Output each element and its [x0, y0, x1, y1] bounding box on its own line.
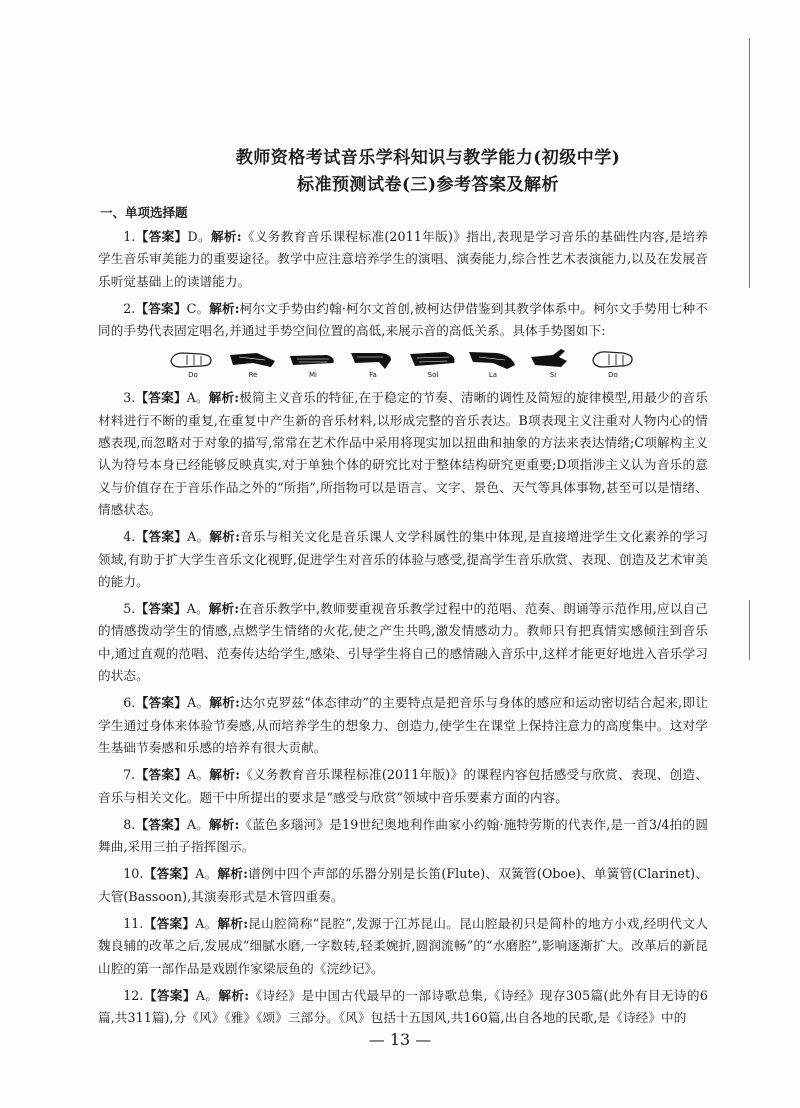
hand-sign	[345, 347, 401, 383]
hand-sign-label: Mi	[309, 371, 317, 380]
answer-item: 12.【答案】A。解析:《诗经》是中国古代最早的一部诗歌总集,《诗经》现存305篇(此外有目无诗的6篇,共311篇),分《风》《雅》《颂》三部分。《风》包括十五国风,共160篇,出自各地的民歌,是《诗经》中的	[98, 987, 709, 1026]
hand-sign	[285, 347, 341, 383]
fist-icon	[587, 347, 639, 371]
curwen-hand-signs-figure	[98, 347, 708, 383]
section-heading: 一、单项选择题	[100, 205, 188, 220]
hand-sign-label: Si	[549, 371, 557, 380]
answer-item: 2.【答案】C。解析:柯尔文手势由约翰·柯尔文首创,被柯达伊借鉴到其教学体系中。柯尔文手势用七种不同的手势代表固定唱名,并通过手势空间位置的高低,来展示音的高低关系。具体手势图如下:	[98, 300, 708, 339]
document-page	[98, 146, 708, 1035]
answer-item: 1.【答案】D。解析:《义务教育音乐课程标准(2011年版)》指出,表现是学习音乐的基础性内容,是培养学生音乐审美能力的重要途径。教学中应注意培养学生的演唱、演奏能力,综合性艺术表演能力,以及在发展音乐听觉基础上的读谱能力。	[98, 229, 708, 289]
hand-drooping-icon	[467, 347, 519, 371]
hand-pointing-icon	[527, 347, 579, 371]
answer-item: 3.【答案】A。解析:极简主义音乐的特征,在于稳定的节奏、清晰的调性及简短的旋律模型,用最少的音乐材料进行不断的重复,在重复中产生新的音乐材料,以形成完整的音乐表达。B项表现主义注重对人物内心的情感表现,而忽略对于对象的描写,常常在艺术作品中采用将现实加以扭曲和抽象的方法来表达情绪;C项解构主义认为符号本身已经能够反映真实,对于单独个体的研究比对于整体结构研究更重要;D项指涉主义认为音乐的意义与价值存在于音乐作品之外的“所指”,所指物可以是语言、文字、景色、天气等具体事物,甚至可以是情绪、情感状态。	[98, 390, 709, 517]
thumb-down-icon	[347, 347, 399, 371]
hand-sign	[165, 347, 221, 383]
hand-sign-label: Do	[608, 371, 618, 380]
answer-item: 11.【答案】A。解析:昆山腔简称“昆腔”,发源于江苏昆山。昆山腔最初只是简朴的地方小戏,经明代文人魏良辅的改革之后,发展成“细腻水磨,一字数转,轻柔婉折,圆润流畅”的“水磨腔”,影响逐渐扩大。改革后的新昆山腔的第一部作品是戏剧作家梁辰鱼的《浣纱记》。	[98, 916, 709, 976]
hand-flat-icon	[407, 347, 459, 371]
hand-sign-label: Fa	[369, 371, 377, 380]
hand-angled-icon	[227, 347, 279, 371]
answer-item: 7.【答案】A。解析:《义务教育音乐课程标准(2011年版)》的课程内容包括感受与欣赏、表现、创造、音乐与相关文化。题干中所提出的要求是“感受与欣赏”领域中音乐要素方面的内容。	[98, 767, 709, 805]
answer-item: 5.【答案】A。解析:在音乐教学中,教师要重视音乐教学过程中的范唱、范奏、朗诵等示范作用,应以自己的情感拨动学生的情感,点燃学生情绪的火花,使之产生共鸣,激发情感动力。教师只有把真情实感倾注到音乐中,通过直观的范唱、范奏传达给学生,感染、引导学生将自己的感情融入音乐中,这样才能更好地进入音乐学习的状态。	[98, 601, 709, 684]
hand-sign	[225, 347, 281, 383]
page-edge-line	[749, 600, 750, 660]
answer-item: 6.【答案】A。解析:达尔克罗兹“体态律动”的主要特点是把音乐与身体的感应和运动密切结合起来,即让学生通过身体来体验节奏感,从而培养学生的想象力、创造力,使学生在课堂上保持注意力的高度集中。这对学生基础节奏感和乐感的培养有很大贡献。	[98, 695, 709, 755]
document-title-line2: 标准预测试卷(三)参考答案及解析	[296, 175, 560, 195]
hand-sign-label: Do	[188, 371, 198, 380]
answer-item: 10.【答案】A。解析:谱例中四个声部的乐器分别是长笛(Flute)、双簧管(Oboe)、单簧管(Clarinet)、大管(Bassoon),其演奏形式是木管四重奏。	[98, 866, 709, 904]
page-number: — 13 —	[368, 1030, 432, 1049]
answer-item: 4.【答案】A。解析:音乐与相关文化是音乐课人文学科属性的集中体现,是直接增进学生文化素养的学习领域,有助于扩大学生音乐文化视野,促进学生对音乐的体验与感受,提高学生音乐欣赏、表现、创造及艺术审美的能力。	[98, 529, 709, 589]
hand-flat-icon	[287, 347, 339, 371]
hand-sign-label: Sol	[427, 371, 439, 380]
document-title-line1: 教师资格考试音乐学科知识与教学能力(初级中学)	[235, 148, 621, 168]
hand-sign	[405, 347, 461, 383]
hand-sign	[585, 347, 641, 383]
page-edge-line	[749, 38, 750, 288]
hand-sign-label: Re	[248, 371, 258, 380]
hand-sign	[465, 347, 521, 383]
answer-item: 8.【答案】A。解析:《蓝色多瑙河》是19世纪奥地利作曲家小约翰·施特劳斯的代表作,是一首3/4拍的圆舞曲,采用三拍子指挥图示。	[98, 816, 709, 855]
hand-sign-label: La	[488, 371, 498, 380]
fist-icon	[167, 347, 219, 371]
hand-sign	[525, 347, 581, 383]
